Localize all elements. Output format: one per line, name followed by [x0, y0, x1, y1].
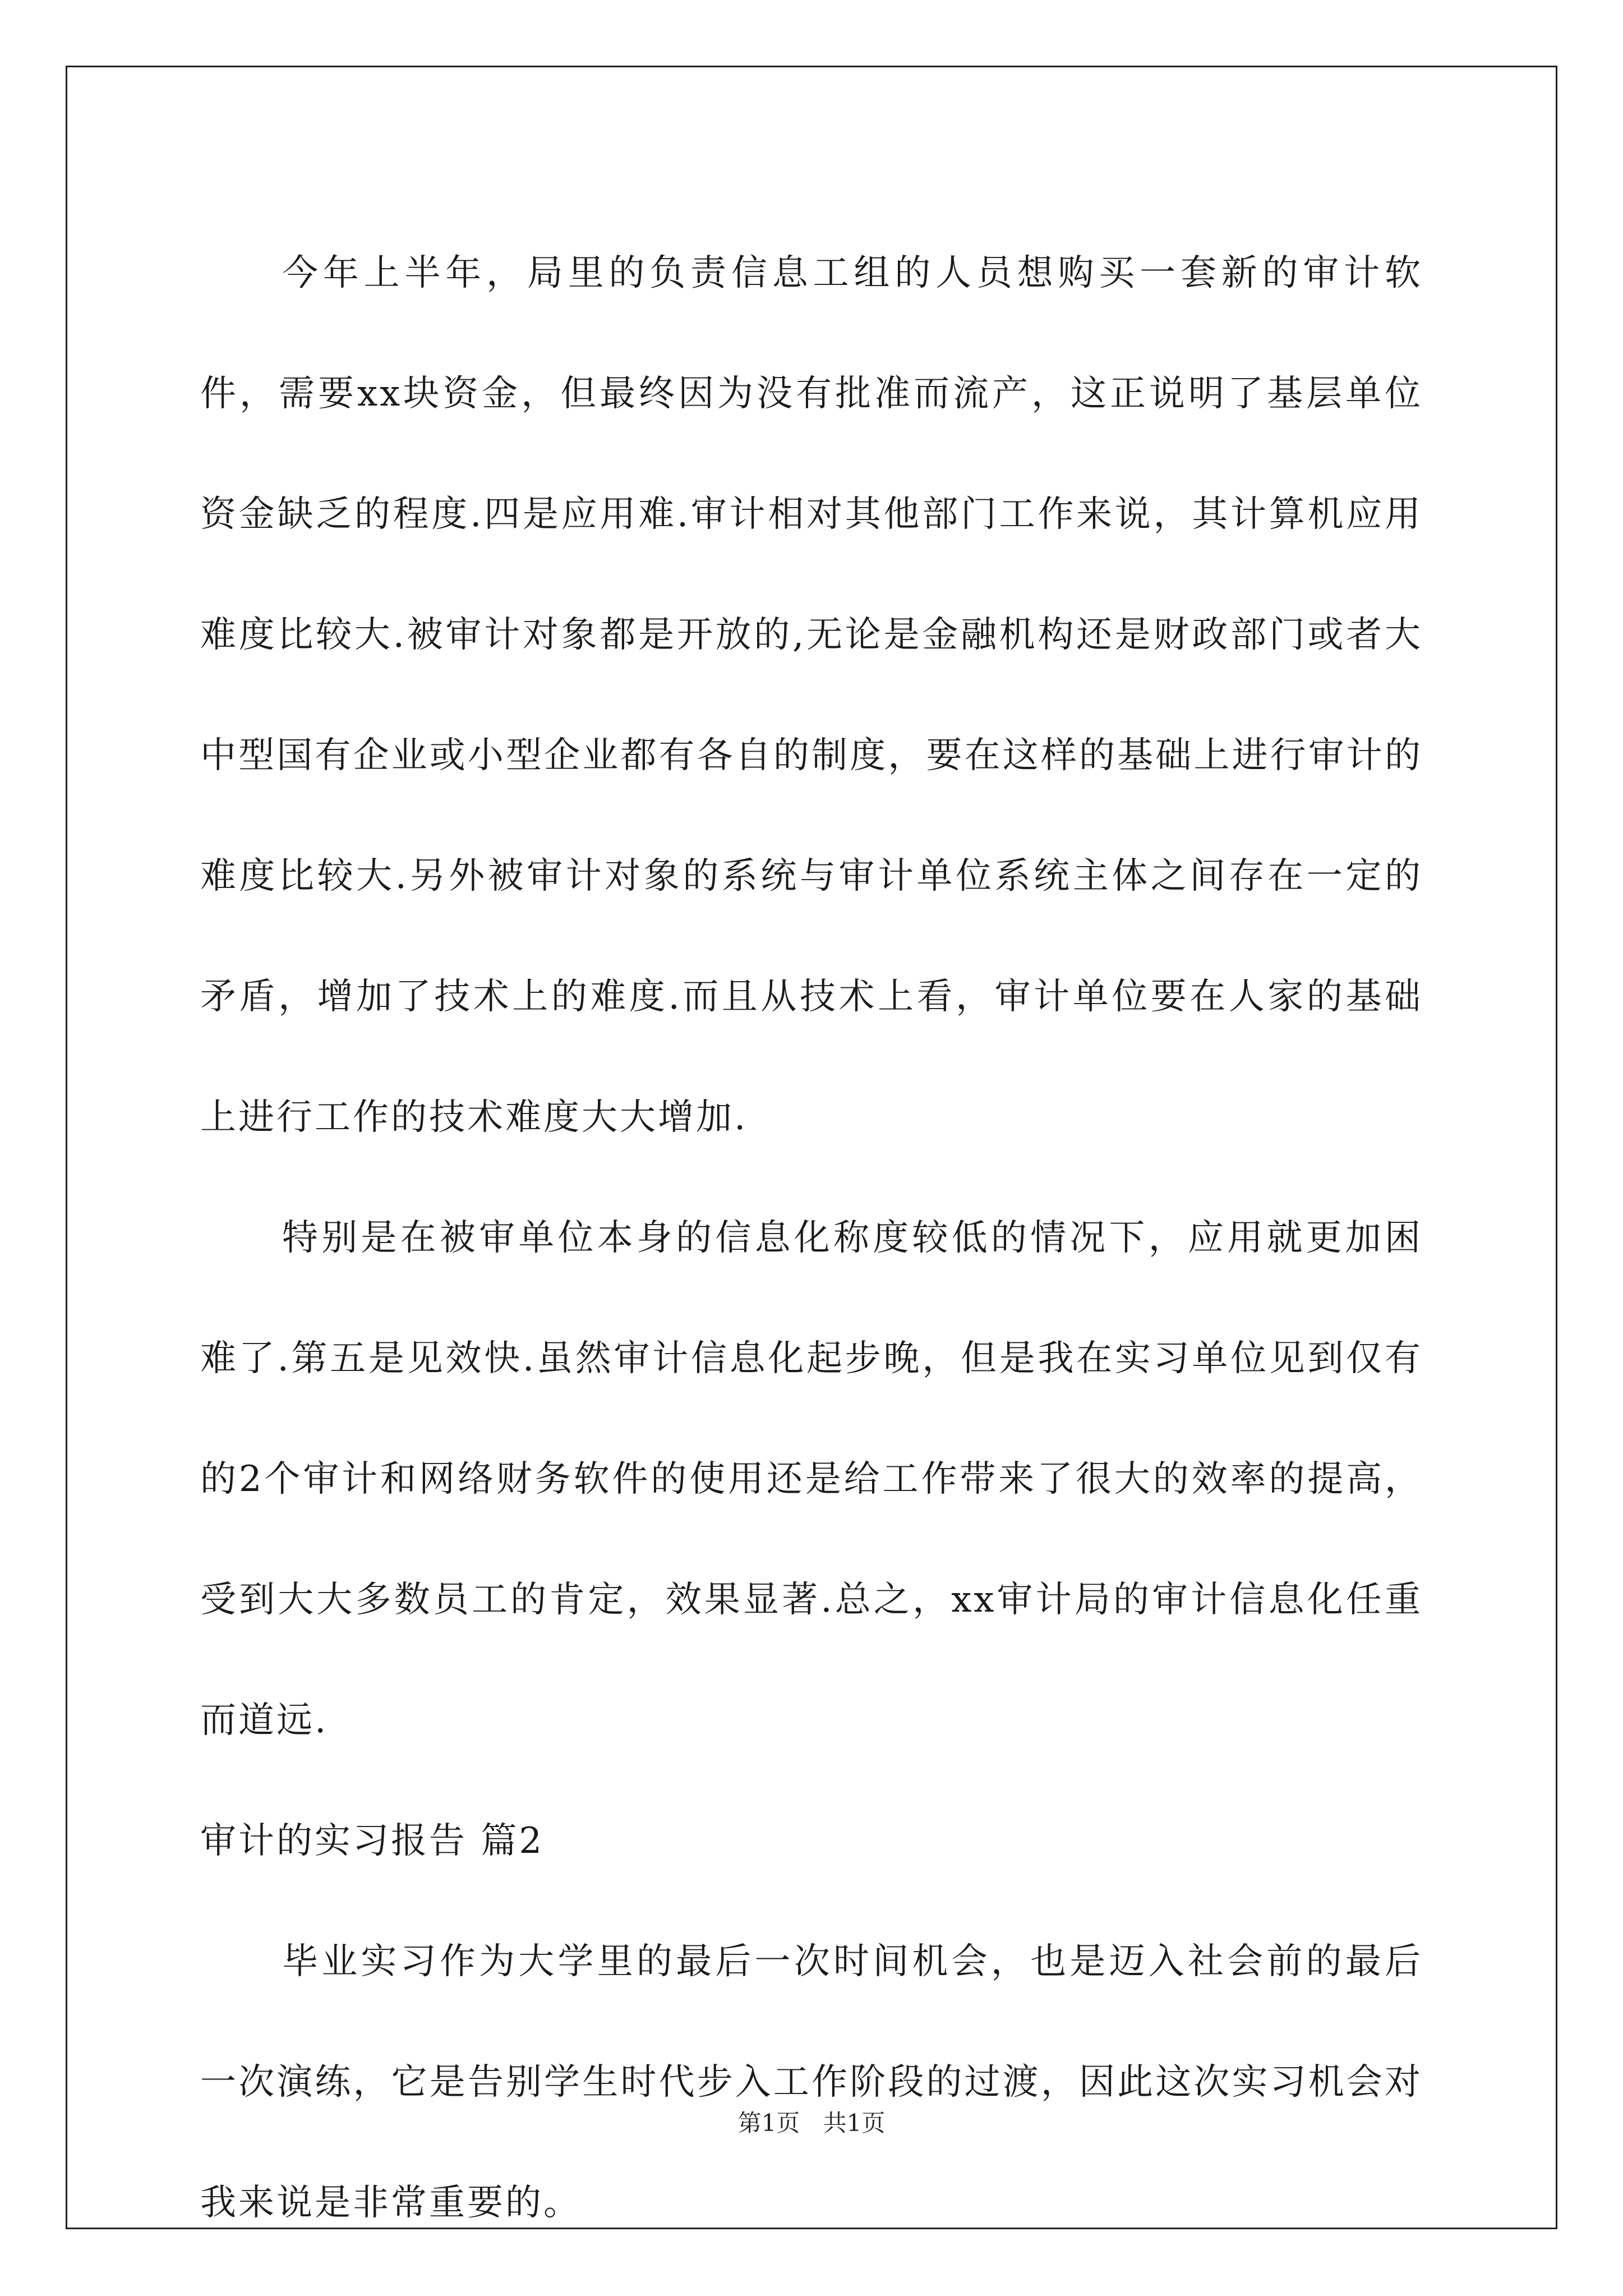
body-paragraph: 今年上半年，局里的负责信息工组的人员想购买一套新的审计软件，需要xx块资金，但最终因为没有批准而流产，这正说明了基层单位资金缺乏的程度.四是应用难.审计相对其他部门工作来说，其计算机应用难度比较大.被审计对象都是开放的,无论是金融机构还是财政部门或者大中型国有企业或小型企业都有各自的制度，要在这样的基础上进行审计的难度比较大.另外被审计对象的系统与审计单位系统主体之间存在一定的矛盾，增加了技术上的难度.而且从技术上看，审计单位要在人家的基础上进行工作的技术难度大大增加. — [200, 252, 1423, 1138]
page-number: 第1页 — [737, 2109, 800, 2137]
page-total: 共1页 — [823, 2109, 886, 2137]
document-body — [200, 213, 1423, 2263]
page-footer — [0, 2106, 1623, 2140]
body-paragraph: 毕业实习作为大学里的最后一次时间机会，也是迈入社会前的最后一次演练，它是告别学生时代步入工作阶段的过渡，因此这次实习机会对我来说是非常重要的。 — [200, 1941, 1423, 2224]
body-paragraph: 特别是在被审单位本身的信息化称度较低的情况下，应用就更加困难了.第五是见效快.虽然审计信息化起步晚，但是我在实习单位见到仅有的2个审计和网络财务软件的使用还是给工作带来了很大的效率的提高，受到大大多数员工的肯定，效果显著.总之，xx审计局的审计信息化任重而道远. — [200, 1217, 1423, 1741]
section-heading: 审计的实习报告 篇2 — [200, 1820, 545, 1862]
